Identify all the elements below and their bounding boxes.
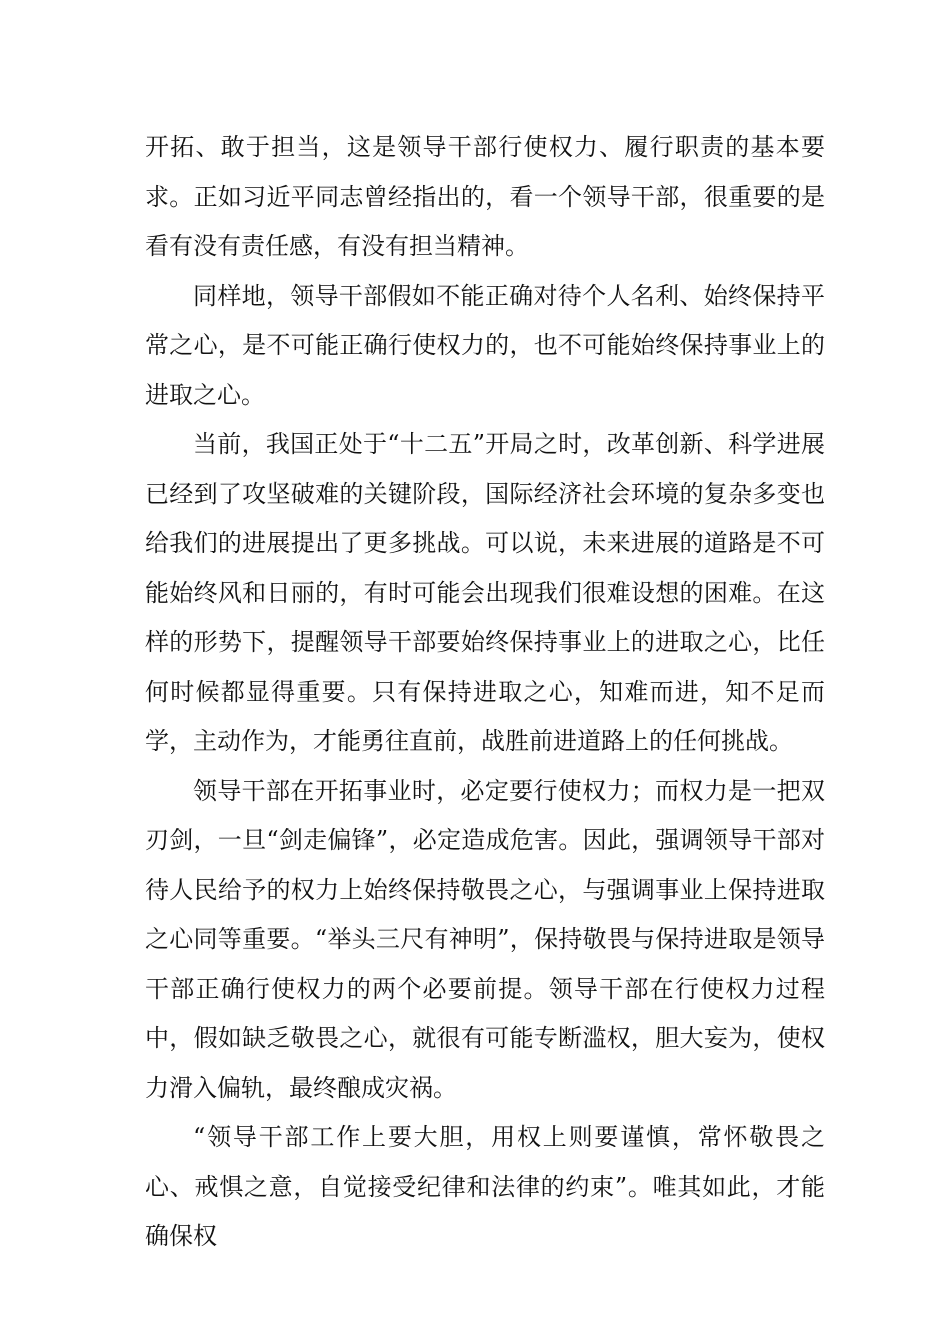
paragraph-3: 当前，我国正处于“十二五”开局之时，改革创新、科学进展已经到了攻坚破难的关键阶段，国际经济社会环境的复杂多变也给我们的进展提出了更多挑战。可以说，未来进展的道路是不可能始终风和日丽的，有时可能会出现我们很难设想的困难。在这样的形势下，提醒领导干部要始终保持事业上的进取之心，比任何时候都显得重要。只有保持进取之心，知难而进，知不足而学，主动作为，才能勇往直前，战胜前进道路上的任何挑战。 — [145, 430, 825, 755]
paragraph-4: 领导干部在开拓事业时，必定要行使权力；而权力是一把双刃剑，一旦“剑走偏锋”，必定造成危害。因此，强调领导干部对待人民给予的权力上始终保持敬畏之心，与强调事业上保持进取之心同等重要。“举头三尺有神明”，保持敬畏与保持进取是领导干部正确行使权力的两个必要前提。领导干部在行使权力过程中，假如缺乏敬畏之心，就很有可能专断滥权，胆大妄为，使权力滑入偏轨，最终酿成灾祸。 — [145, 776, 825, 1102]
paragraph-1: 开拓、敢于担当，这是领导干部行使权力、履行职责的基本要求。正如习近平同志曾经指出的，看一个领导干部，很重要的是看有没有责任感，有没有担当精神。 — [145, 133, 825, 260]
paragraph-5: “领导干部工作上要大胆，用权上则要谨慎，常怀敬畏之心、戒惧之意，自觉接受纪律和法律的约束”。唯其如此，才能确保权 — [145, 1123, 825, 1250]
document-body — [145, 123, 825, 1262]
paragraph-2: 同样地，领导干部假如不能正确对待个人名利、始终保持平常之心，是不可能正确行使权力的，也不可能始终保持事业上的进取之心。 — [145, 281, 825, 409]
